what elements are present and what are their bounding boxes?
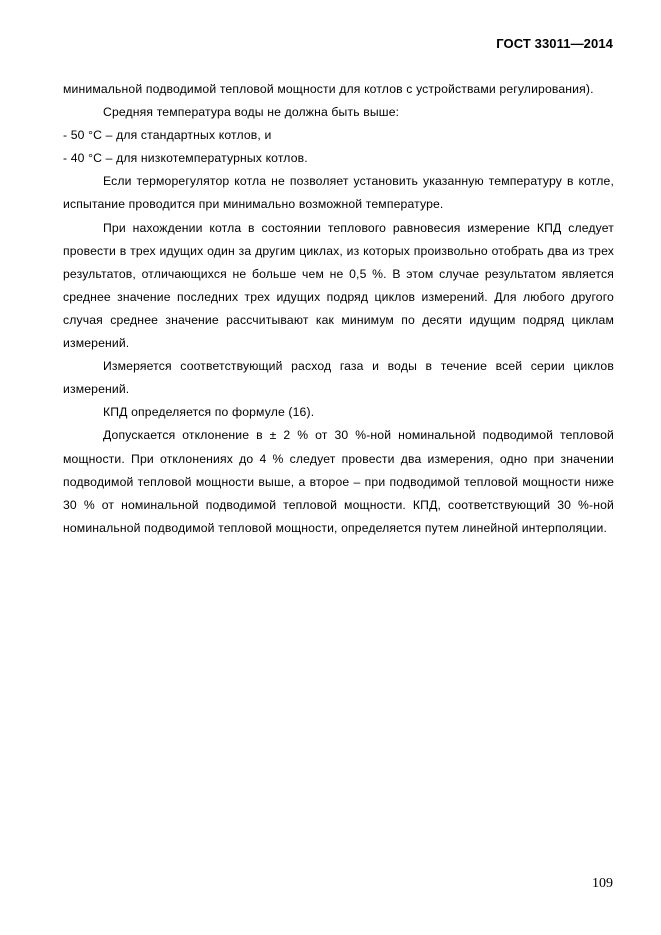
- document-body: [63, 78, 614, 540]
- list-item-standard-boilers: - 50 °С – для стандартных котлов, и: [63, 128, 272, 143]
- paragraph-thermostat: Если терморегулятор котла не позволяет установить указанную температуру в котле, испытание проводится при минимально возможной температуре.: [63, 174, 614, 212]
- page-number: 109: [592, 876, 613, 891]
- list-item-low-temperature-boilers: - 40 °С – для низкотемпературных котлов.: [63, 151, 308, 166]
- document-header: ГОСТ 33011—2014: [496, 36, 613, 51]
- paragraph-continuation: минимальной подводимой тепловой мощности для котлов с устройствами регулирования).: [63, 82, 594, 96]
- paragraph-water-temperature: Средняя температура воды не должна быть выше:: [103, 105, 400, 120]
- paragraph-efficiency-formula: КПД определяется по формуле (16).: [103, 405, 315, 420]
- paragraph-deviation: Допускается отклонение в ± 2 % от 30 %-ной номинальной подводимой тепловой мощности. При отклонениях до 4 % следует провести два измерения, одно при значении подводимой тепловой мощности выше, а второе – при подводимой тепловой мощности ниже 30 % от номинальной подводимой тепловой мощности. КПД, соответствующий 30 %-ной номинальной подводимой тепловой мощности, определяется путем линейной интерполяции.: [63, 428, 614, 535]
- paragraph-thermal-equilibrium: При нахождении котла в состоянии теплового равновесия измерение КПД следует провести в трех идущих один за другим циклах, из которых произвольно отобрать два из трех результатов, отличающихся не больше чем не 0,5 %. В этом случае результатом является среднее значение последних трех идущих подряд циклов измерений. Для любого другого случая среднее значение рассчитывают как минимум по десяти идущим подряд циклам измерений.: [63, 220, 614, 351]
- paragraph-gas-water-flow: Измеряется соответствующий расход газа и воды в течение всей серии циклов измерений.: [63, 359, 614, 397]
